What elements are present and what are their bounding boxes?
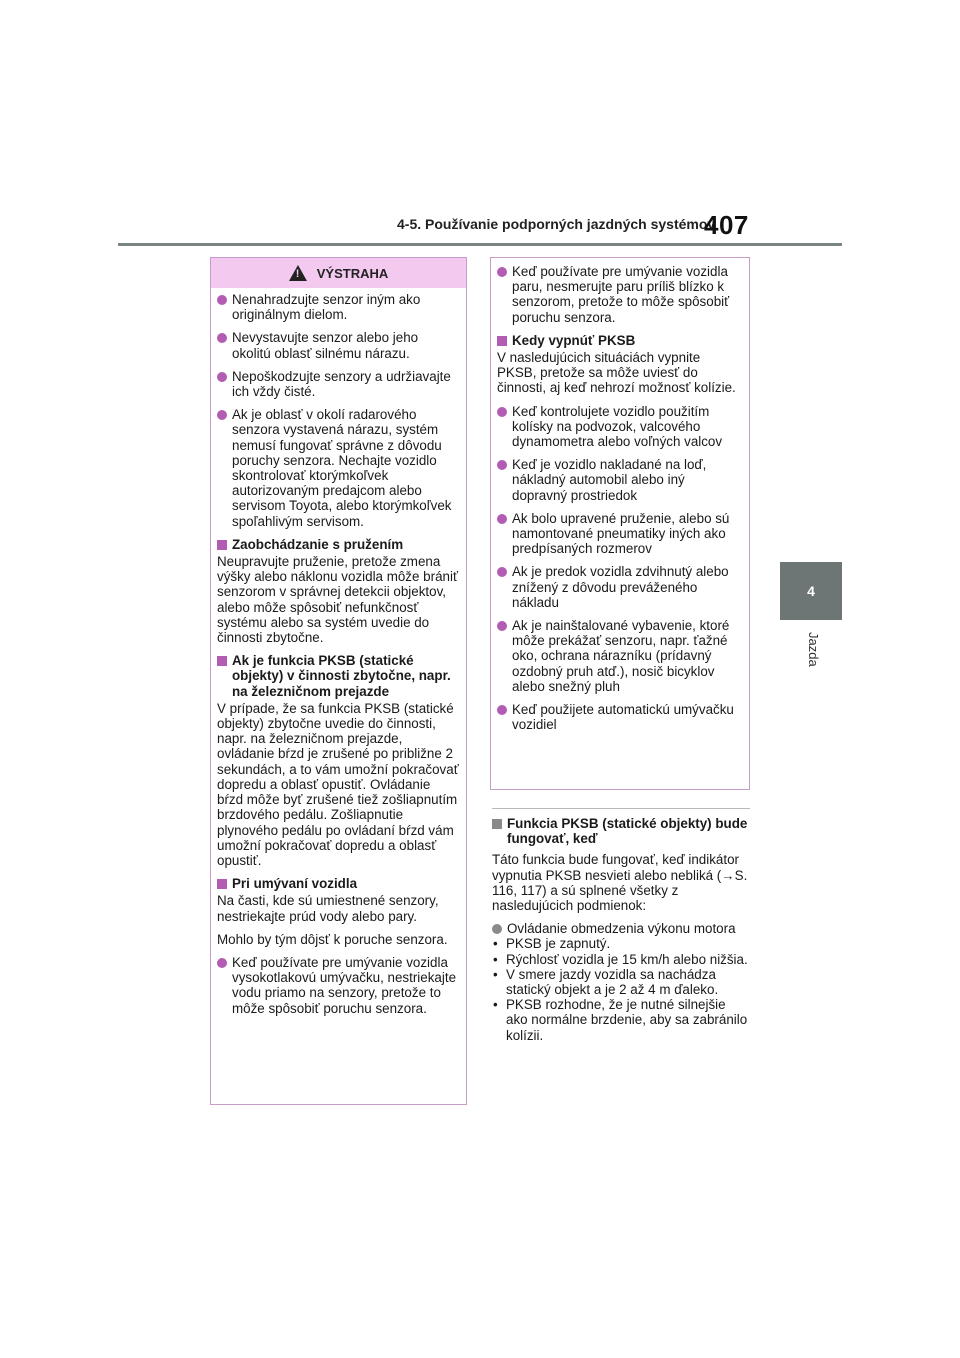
right-column	[492, 810, 750, 1043]
warning-box-right	[490, 257, 750, 790]
warning-header	[211, 258, 466, 288]
warning-bullet: Keď používate pre umývanie vozidla paru, nesmerujte paru príliš blízko k senzorom, pretože to môže spôsobiť poruchu senzora.	[497, 264, 743, 325]
warning-subheading: Zaobchádzanie s pružením	[217, 537, 460, 552]
warning-subheading: Kedy vypnúť PKSB	[497, 333, 743, 348]
warning-bullet: Ak je oblasť v okolí radarového senzora vystavená nárazu, systém nemusí fungovať správne z dôvodu poruchy senzora. Nechajte vozidlo skontrolovať ktorýmkoľvek autorizovaným predajcom alebo servisom Toyota, alebo ktorýmkoľvek spoľahlivým servisom.	[217, 407, 460, 529]
header-rule	[118, 243, 842, 246]
warning-bullet: Nenahradzujte senzor iným ako originálnym dielom.	[217, 292, 460, 322]
chapter-label: Jazda	[806, 632, 821, 667]
chapter-number: 4	[807, 583, 815, 599]
warning-left-content	[211, 288, 466, 1016]
condition-item: • Rýchlosť vozidla je 15 km/h alebo nižšia.	[492, 952, 750, 967]
warning-bullet: Keď používate pre umývanie vozidla vysokotlakovú umývačku, nestriekajte vodu priamo na senzory, pretože to môže spôsobiť poruchu senzora.	[217, 955, 460, 1016]
chapter-tab	[780, 562, 842, 620]
warning-bullet: Ak bolo upravené pruženie, alebo sú namontované pneumatiky iných ako predpísaných rozmerov	[497, 511, 743, 557]
warning-subheading: Pri umývaní vozidla	[217, 876, 460, 891]
warning-triangle-icon	[289, 265, 307, 281]
section-title: 4-5. Používanie podporných jazdných systémov	[397, 216, 716, 232]
condition-list	[492, 936, 750, 1042]
warning-bullet: Keď použijete automatickú umývačku vozidiel	[497, 702, 743, 732]
warning-paragraph: V nasledujúcich situáciách vypnite PKSB, pretože sa môže uviesť do činnosti, aj keď nehrozí možnosť kolízie.	[497, 350, 736, 396]
warning-bullet: Nepoškodzujte senzory a udržiavajte ich vždy čisté.	[217, 369, 460, 399]
warning-bullet: Ak je predok vozidla zdvihnutý alebo znížený z dôvodu preváženého nákladu	[497, 564, 743, 610]
warning-paragraph: Na časti, kde sú umiestnené senzory, nestriekajte prúd vody alebo pary.	[217, 893, 439, 924]
condition-bullet: Ovládanie obmedzenia výkonu motora	[492, 921, 750, 936]
condition-item: • PKSB rozhodne, že je nutné silnejšie ako normálne brzdenie, aby sa zabránilo kolízii.	[492, 997, 750, 1043]
warning-bullet: Ak je nainštalované vybavenie, ktoré môže prekážať senzoru, napr. ťažné oko, ochrana nárazníku (prídavný ozdobný pruh atď.), nosič bicyklov alebo snežný pluh	[497, 618, 743, 694]
warning-paragraph: Neupravujte pruženie, pretože zmena výšky alebo náklonu vozidla môže brániť senzorom v správnej detekcii objektov, alebo môže spôsobiť nefunkčnosť systému alebo sa systém uvedie do činnosti zbytočne.	[217, 554, 458, 646]
warning-bullet: Keď je vozidlo nakladané na loď, nákladný automobil alebo iný dopravný prostriedok	[497, 457, 743, 503]
section-rule	[492, 808, 750, 809]
warning-title: VÝSTRAHA	[316, 265, 389, 281]
section-intro: Táto funkcia bude fungovať, keď indikátor vypnutia PKSB nesvieti alebo nebliká (→S. 116, 117) a sú splnené všetky z nasledujúcich podmienok:	[492, 852, 748, 914]
warning-bullet: Keď kontrolujete vozidlo použitím kolísky na podvozok, valcového dynamometra alebo voľných valcov	[497, 404, 743, 450]
page-number: 407	[704, 210, 749, 240]
warning-box-left	[210, 257, 467, 1105]
section-heading: Funkcia PKSB (statické objekty) bude fungovať, keď	[492, 816, 750, 846]
warning-paragraph: V prípade, že sa funkcia PKSB (statické objekty) zbytočne uvedie do činnosti, napr. na železničnom prejazde, ovládanie bŕzd je zrušené po približne 2 sekundách, a to vám umožní pokračovať dopredu a oblasť opustiť. Ovládanie bŕzd môže byť zrušené tiež zošliapnutím brzdového pedálu. Zošliapnutie plynového pedálu po ovládaní bŕzd vám umožní pokračovať dopredu a oblasť opustiť.	[217, 700, 459, 868]
warning-paragraph: Mohlo by tým dôjsť k poruche senzora.	[217, 931, 448, 947]
warning-bullet: Nevystavujte senzor alebo jeho okolitú oblasť silnému nárazu.	[217, 330, 460, 360]
condition-item: • PKSB je zapnutý.	[492, 936, 750, 951]
warning-subheading: Ak je funkcia PKSB (statické objekty) v činnosti zbytočne, napr. na železničnom prejazde	[217, 653, 460, 699]
condition-item: • V smere jazdy vozidla sa nachádza statický objekt a je 2 až 4 m ďaleko.	[492, 967, 750, 997]
warning-right-content	[491, 258, 749, 732]
